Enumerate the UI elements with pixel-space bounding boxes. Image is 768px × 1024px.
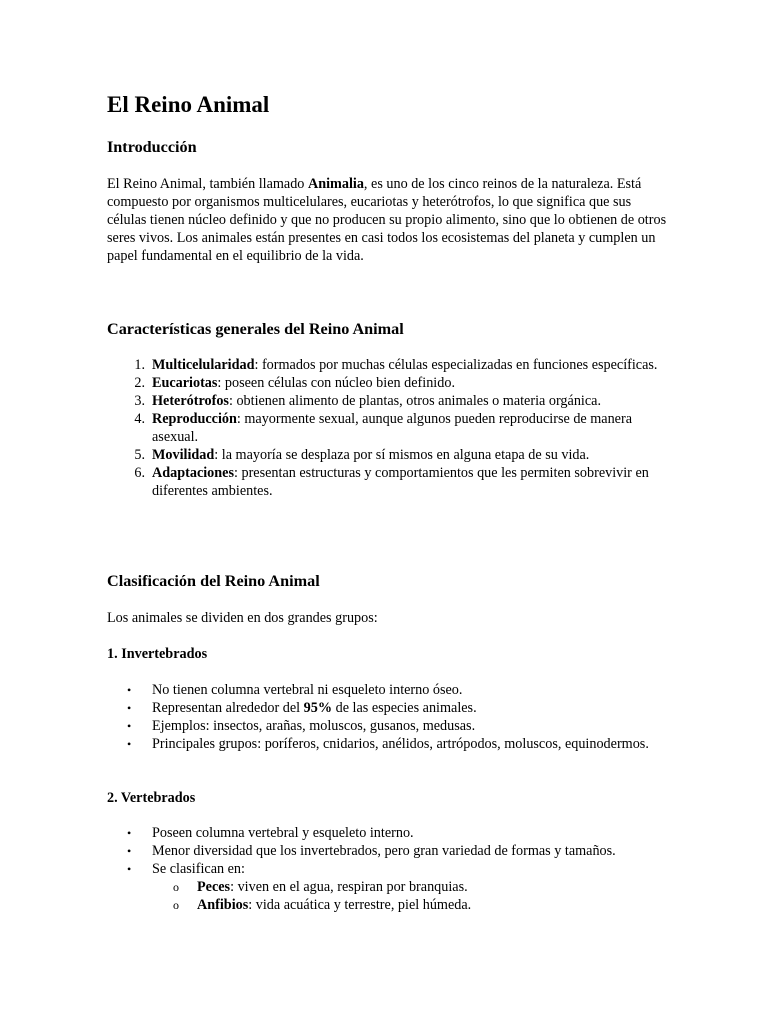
- vertebrate-classes-list: [152, 878, 667, 914]
- features-text: : mayormente sexual, aunque algunos pueden reproducirse de manera asexual.: [152, 411, 633, 445]
- features-term: Movilidad: [152, 447, 215, 463]
- percentage-value: 95%: [303, 700, 333, 716]
- features-text: : la mayoría se desplaza por sí mismos en alguna etapa de su vida.: [214, 447, 590, 463]
- features-heading: Características generales del Reino Animal: [107, 320, 404, 338]
- list-item: [107, 681, 667, 699]
- bullet-marker: •: [127, 701, 132, 715]
- features-list: [107, 356, 667, 500]
- features-item: [107, 374, 667, 392]
- list-number: 1.: [134, 357, 145, 373]
- features-term: Multicelularidad: [152, 357, 255, 373]
- bullet-marker: •: [127, 844, 132, 858]
- features-text: : obtienen alimento de plantas, otros animales o materia orgánica.: [228, 393, 601, 409]
- document-title: El Reino Animal: [107, 92, 270, 117]
- bullet-marker: •: [127, 862, 132, 876]
- features-item: [107, 410, 667, 446]
- list-number: 3.: [134, 393, 145, 409]
- sub-list-item: [107, 878, 667, 896]
- list-item-text: Representan alrededor del: [152, 700, 304, 716]
- sub-list-item: [107, 896, 667, 914]
- list-item-text: Poseen columna vertebral y esqueleto interno.: [152, 825, 414, 841]
- list-item-text: No tienen columna vertebral ni esqueleto interno óseo.: [152, 682, 463, 698]
- list-number: 6.: [134, 465, 145, 481]
- features-item: [107, 464, 667, 500]
- list-item-text: de las especies animales.: [332, 700, 477, 716]
- intro-heading: Introducción: [107, 138, 197, 156]
- bullet-marker: •: [127, 683, 132, 697]
- intro-paragraph: [107, 175, 667, 265]
- sub-bullet-marker: o: [173, 898, 179, 912]
- list-item-text: Menor diversidad que los invertebrados, pero gran variedad de formas y tamaños.: [152, 843, 616, 859]
- features-text: : poseen células con núcleo bien definido.: [217, 375, 455, 391]
- features-term: Eucariotas: [152, 375, 218, 391]
- features-text: : formados por muchas células especializadas en funciones específicas.: [254, 357, 658, 373]
- intro-text-before: El Reino Animal, también llamado: [107, 176, 308, 192]
- sub-bullet-marker: o: [173, 880, 179, 894]
- list-item-text: Principales grupos: poríferos, cnidarios, anélidos, artrópodos, moluscos, equinodermos.: [152, 736, 649, 752]
- invertebrates-list: [107, 681, 667, 753]
- features-text: : presentan estructuras y comportamientos que les permiten sobrevivir en diferentes ambientes.: [152, 465, 649, 499]
- list-item-text: Se clasifican en:: [152, 861, 245, 877]
- list-item: [107, 735, 667, 753]
- features-term: Reproducción: [152, 411, 237, 427]
- sub-item-text: : viven en el agua, respiran por branquias.: [230, 879, 468, 895]
- list-item: [107, 699, 667, 717]
- list-number: 2.: [134, 375, 145, 391]
- sub-item-term: Anfibios: [197, 897, 249, 913]
- invertebrates-heading: 1. Invertebrados: [107, 646, 208, 662]
- list-item: [107, 717, 667, 735]
- sub-item-text: : vida acuática y terrestre, piel húmeda.: [248, 897, 472, 913]
- classification-intro: Los animales se dividen en dos grandes grupos:: [107, 610, 378, 626]
- list-number: 5.: [134, 447, 145, 463]
- vertebrates-heading: 2. Vertebrados: [107, 790, 196, 806]
- features-item: [107, 446, 667, 464]
- intro-text-after: , es uno de los cinco reinos de la naturaleza. Está compuesto por organismos multicelulares, eucariotas y heterótrofos, lo que significa que sus células tienen núcleo definido y que no producen su propio alimento, sino que lo obtienen de otros seres vivos. Los animales están presentes en casi todos los ecosistemas del planeta y cumplen un papel fundamental en el equilibrio de la vida.: [107, 176, 667, 264]
- sub-item-term: Peces: [197, 879, 231, 895]
- vertebrates-list: [107, 824, 667, 914]
- features-item: [107, 356, 667, 374]
- intro-bold-term: Animalia: [307, 176, 364, 192]
- features-item: [107, 392, 667, 410]
- features-term: Adaptaciones: [152, 465, 234, 481]
- list-number: 4.: [134, 411, 145, 427]
- bullet-marker: •: [127, 737, 132, 751]
- list-item-text: Ejemplos: insectos, arañas, moluscos, gusanos, medusas.: [152, 718, 476, 734]
- list-item: [107, 842, 667, 860]
- list-item: [107, 860, 667, 914]
- features-term: Heterótrofos: [152, 393, 229, 409]
- bullet-marker: •: [127, 826, 132, 840]
- classification-heading: Clasificación del Reino Animal: [107, 572, 320, 590]
- bullet-marker: •: [127, 719, 132, 733]
- list-item: [107, 824, 667, 842]
